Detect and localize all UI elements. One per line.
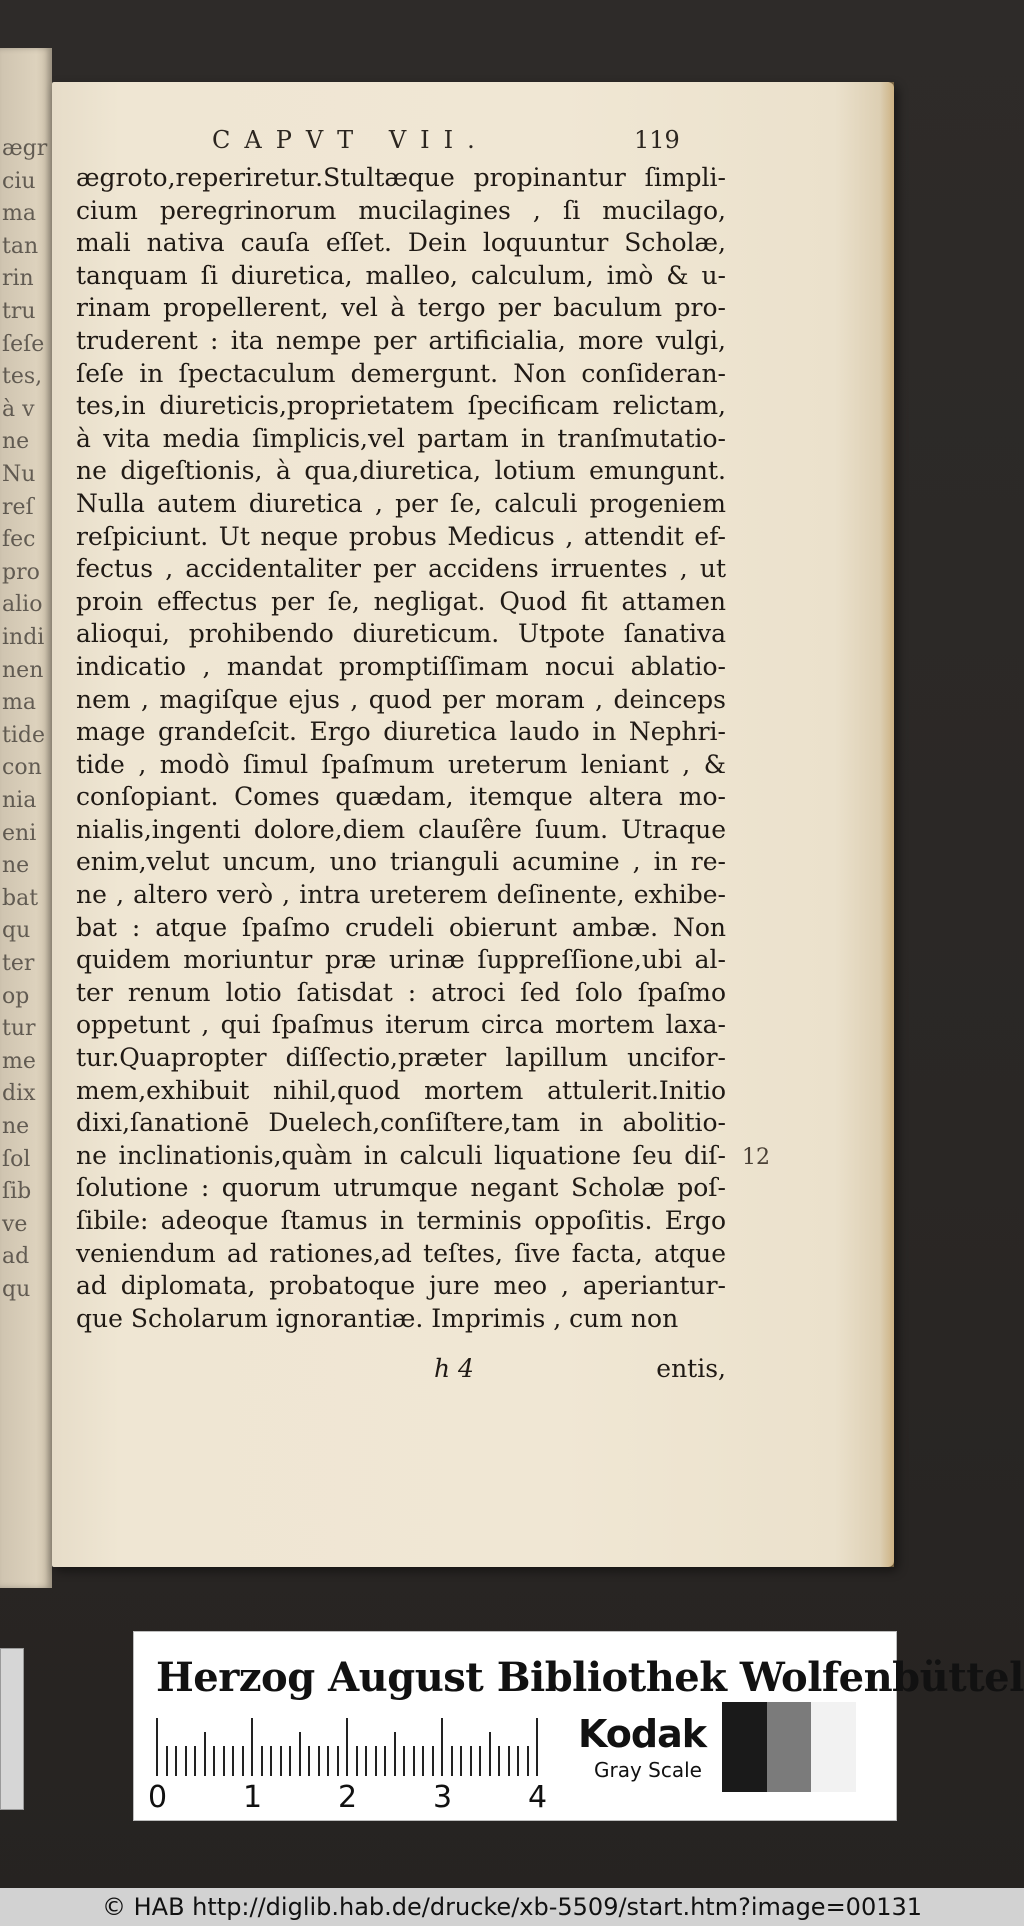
ruler-tick	[185, 1746, 187, 1776]
left-page-fragment: alio	[2, 592, 43, 618]
ruler-tick	[365, 1746, 367, 1776]
left-page-fragment: fec	[2, 527, 36, 553]
gray-swatch	[811, 1702, 856, 1792]
ruler-number: 0	[148, 1780, 168, 1815]
left-page-fragment: qu	[2, 1277, 31, 1302]
text-line: truderent : ita nempe per artificialia, more vulgi,	[76, 325, 726, 355]
book-page	[52, 82, 894, 1567]
left-page-fragment: bat	[2, 885, 39, 911]
left-page-fragment: ter	[2, 951, 35, 976]
left-page-fragment: me	[2, 1048, 36, 1074]
left-page-fragment: ægr	[2, 136, 48, 161]
left-page-fragment: tan	[2, 233, 39, 259]
ruler-tick	[299, 1732, 301, 1776]
left-page-label-strip	[0, 1648, 24, 1810]
left-page-fragment: op	[2, 983, 30, 1009]
text-line: ne digeſtionis, à qua,diuretica, lotium emungunt.	[76, 456, 726, 486]
left-page-fragment: tide	[2, 722, 45, 748]
ruler-tick	[166, 1746, 168, 1776]
ruler-number: 1	[243, 1780, 263, 1815]
text-line: cium peregrinorum mucilagines , ſi mucilago,	[76, 195, 726, 225]
ruler-number: 3	[433, 1780, 453, 1815]
text-line: oppetunt , qui ſpaſmus iterum circa mortem laxa-	[76, 1010, 726, 1040]
chapter-heading: CAPVT VII.	[212, 126, 489, 154]
left-page-fragment: indi	[2, 625, 45, 650]
text-line: indicatio , mandat promptiſſimam nocui ablatio-	[76, 651, 726, 681]
left-page-fragment: dix	[2, 1081, 36, 1107]
left-page-fragment: ve	[2, 1211, 28, 1237]
ruler-tick	[498, 1746, 500, 1776]
margin-note: 12	[742, 1145, 770, 1170]
ruler-tick	[337, 1746, 339, 1776]
ruler-tick	[489, 1732, 491, 1776]
ruler-tick	[289, 1746, 291, 1776]
ruler-tick	[242, 1746, 244, 1776]
left-page-fragment: à v	[2, 396, 35, 422]
footer-credit: © HAB http://diglib.hab.de/drucke/xb-5509/start.htm?image=00131	[101, 1893, 923, 1921]
text-line: fectus , accidentaliter per accidens irruentes , ut	[76, 554, 726, 584]
text-line: veniendum ad rationes,ad teſtes, ſive facta, atque	[76, 1238, 726, 1268]
text-line: bat : atque ſpaſmo crudeli obierunt ambæ. Non	[76, 912, 726, 942]
left-page-fragment: qu	[2, 918, 31, 944]
ruler-tick	[223, 1746, 225, 1776]
ruler-tick	[204, 1732, 206, 1776]
gray-swatches	[722, 1702, 856, 1792]
ruler-tick	[527, 1746, 529, 1776]
text-line: nialis,ingenti dolore,diem clauſêre ſuum. Utraque	[76, 814, 726, 844]
text-line: que Scholarum ignorantiæ. Imprimis , cum non	[76, 1303, 679, 1333]
left-page-fragment: tes,	[2, 364, 43, 390]
text-line: tur.Quapropter diſſectio,præter lapillum uncifor-	[76, 1043, 726, 1073]
page-number: 119	[634, 126, 680, 154]
ruler-number: 2	[338, 1780, 358, 1815]
ruler-tick	[356, 1746, 358, 1776]
scale-card	[133, 1631, 1024, 1821]
text-line: proin effectus per ſe, negligat. Quod fit attamen	[76, 586, 726, 616]
text-line: alioqui, prohibendo diureticum. Utpote ſanativa	[76, 619, 726, 649]
ruler-tick	[375, 1746, 377, 1776]
page-foot	[76, 1354, 726, 1386]
ruler-tick	[308, 1746, 310, 1776]
signature-mark: h 4	[434, 1354, 474, 1383]
catchword: entis,	[656, 1354, 726, 1383]
left-page-fragment: ne	[2, 1114, 30, 1139]
ruler-tick	[156, 1718, 158, 1776]
text-line: reſpiciunt. Ut neque probus Medicus , attendit ef-	[76, 521, 726, 551]
ruler-tick	[470, 1746, 472, 1776]
gray-swatch	[722, 1702, 767, 1792]
gray-scale-label: Gray Scale	[594, 1758, 702, 1782]
left-page-fragment: eni	[2, 820, 37, 846]
left-page-fragment: ma	[2, 201, 36, 227]
ruler-tick	[451, 1746, 453, 1776]
text-line: ſeſe in ſpectaculum demergunt. Non conſideran-	[76, 358, 726, 388]
left-page-fragment: tru	[2, 299, 36, 324]
text-line: ad diplomata, probatoque jure meo , aperiantur-	[76, 1271, 726, 1301]
ruler-scale	[148, 1718, 548, 1815]
ruler-tick	[394, 1732, 396, 1776]
left-page-fragment: rin	[2, 266, 34, 292]
ruler-tick	[213, 1746, 215, 1776]
left-page-fragment: ſib	[2, 1179, 32, 1205]
text-line: ſolutione : quorum utrumque negant Scholæ poſ-	[76, 1173, 726, 1203]
text-line: tes,in diureticis,proprietatem ſpecificam relictam,	[76, 391, 726, 421]
left-page-fragment: ciu	[2, 168, 36, 194]
text-line: enim,velut uncum, uno trianguli acumine , in re-	[76, 847, 726, 877]
ruler-tick	[327, 1746, 329, 1776]
ruler-tick	[432, 1746, 434, 1776]
left-page-fragment: nia	[2, 788, 37, 813]
ruler-tick	[251, 1718, 253, 1776]
text-line: nem , magiſque ejus , quod per moram , deinceps	[76, 684, 726, 714]
text-line: mali nativa cauſa eſſet. Dein loquuntur Scholæ,	[76, 228, 726, 258]
ruler-tick	[346, 1718, 348, 1776]
ruler-tick	[441, 1718, 443, 1776]
text-line: à vita media ſimplicis,vel partam in tranſmutatio-	[76, 423, 726, 453]
ruler-tick	[403, 1746, 405, 1776]
ruler-tick	[261, 1746, 263, 1776]
text-line: ſibile: adeoque ſtamus in terminis oppoſitis. Ergo	[76, 1206, 726, 1235]
text-line: mem,exhibuit nihil,quod mortem attulerit.Initio	[76, 1075, 726, 1105]
ruler-tick	[422, 1746, 424, 1776]
ruler-tick	[232, 1746, 234, 1776]
text-line: ne , altero verò , intra ureterem deſinente, exhibe-	[76, 880, 726, 910]
left-page-fragment: Nu	[2, 462, 36, 487]
left-page-fragment: ne	[2, 429, 30, 455]
ruler-tick	[536, 1718, 538, 1776]
left-page-fragment: ne	[2, 853, 30, 879]
left-page-fragment: ma	[2, 690, 36, 716]
ruler-tick	[280, 1746, 282, 1776]
ruler-tick	[318, 1746, 320, 1776]
left-facing-page	[0, 48, 52, 1588]
ruler-tick	[479, 1746, 481, 1776]
text-line: tide , modò ſimul ſpaſmum ureterum leniant , &	[76, 749, 726, 779]
text-line: rinam propellerent, vel à tergo per baculum pro-	[76, 293, 726, 323]
left-page-fragment: ſeſe	[2, 331, 45, 357]
text-line: tanquam ſi diuretica, malleo, calculum, imò & u-	[76, 260, 726, 290]
text-line: conſopiant. Comes quædam, itemque altera mo-	[76, 782, 726, 812]
ruler-tick	[384, 1746, 386, 1776]
footer-bar	[0, 1888, 1024, 1926]
text-line: Nulla autem diuretica , per ſe, calculi progeniem	[76, 488, 726, 518]
text-line: mage grandeſcit. Ergo diuretica laudo in Nephri-	[76, 717, 726, 747]
left-page-fragment: ſol	[2, 1146, 31, 1172]
kodak-logo: Kodak	[578, 1712, 706, 1756]
ruler-tick	[517, 1746, 519, 1776]
ruler-tick	[175, 1746, 177, 1776]
ruler-tick	[508, 1746, 510, 1776]
text-line: quidem moriuntur præ urinæ ſuppreſſione,ubi al-	[76, 945, 726, 975]
text-line: ne inclinationis,quàm in calculi liquatione ſeu diſ-	[76, 1140, 726, 1170]
running-head	[52, 126, 894, 162]
body-text	[76, 162, 726, 1335]
ruler-number: 4	[528, 1780, 548, 1815]
ruler-tick	[194, 1746, 196, 1776]
left-page-fragment: reſ	[2, 494, 34, 520]
text-line: ægroto,reperiretur.Stultæque propinantur ſimpli-	[76, 163, 726, 192]
left-page-fragment: tur	[2, 1016, 36, 1042]
left-page-fragment: nen	[2, 657, 44, 683]
text-line: dixi,ſanationē Duelech,conſiſtere,tam in abolitio-	[76, 1108, 726, 1138]
ruler-tick	[270, 1746, 272, 1776]
text-line: ter renum lotio ſatisdat : atroci ſed ſolo ſpaſmo	[76, 977, 726, 1007]
ruler-tick	[460, 1746, 462, 1776]
gray-swatch	[767, 1702, 812, 1792]
left-page-fragment: pro	[2, 559, 40, 585]
ruler-tick	[413, 1746, 415, 1776]
left-page-fragment: ad	[2, 1244, 30, 1270]
library-name: Herzog August Bibliothek Wolfenbüttel	[156, 1654, 1024, 1701]
left-page-fragment: con	[2, 755, 42, 781]
